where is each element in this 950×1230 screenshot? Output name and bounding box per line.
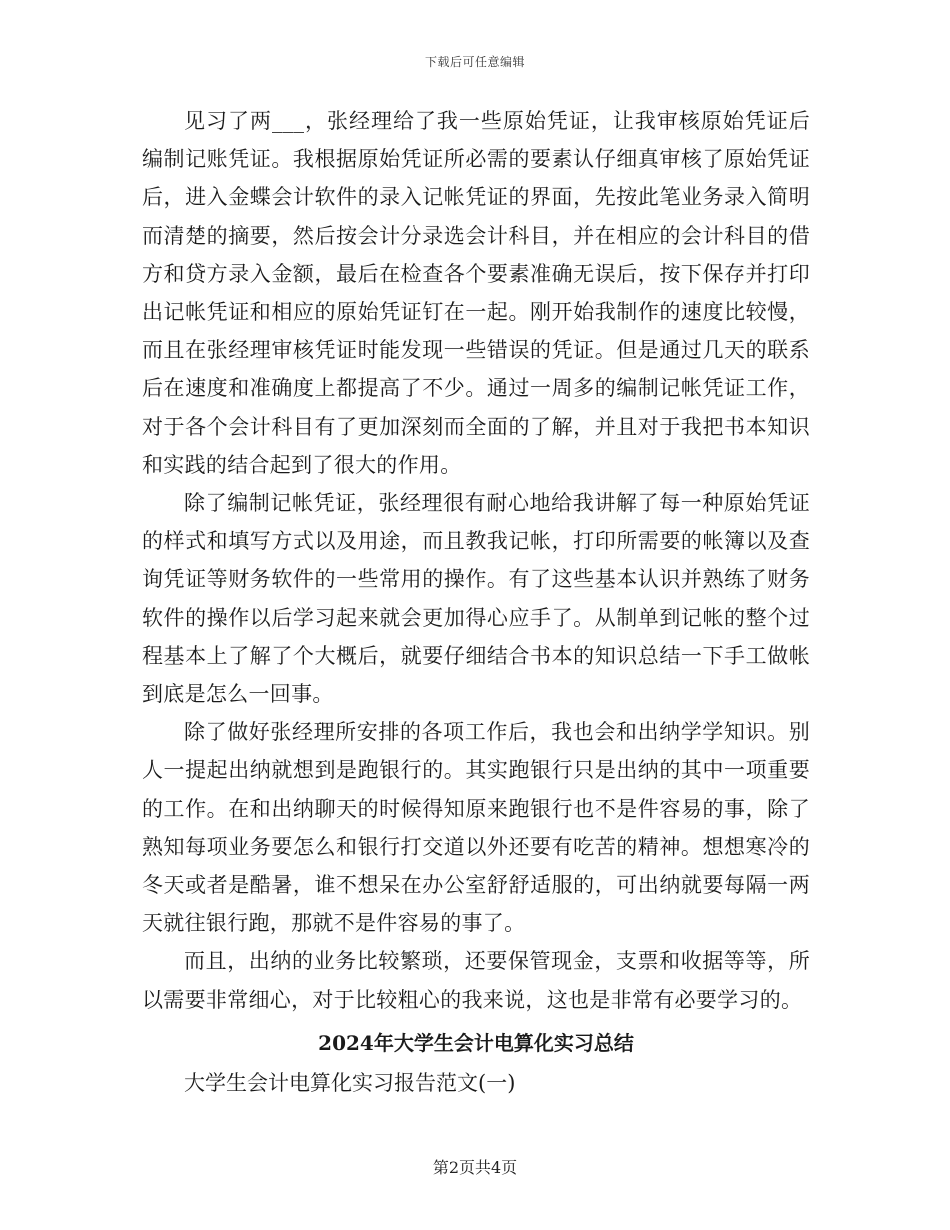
sub-heading: 大学生会计电算化实习报告范文(一) xyxy=(184,1070,516,1095)
document-body xyxy=(142,102,810,1103)
paragraph-3: 除了做好张经理所安排的各项工作后，我也会和出纳学学知识。别人一提起出纳就想到是跑银行的。其实跑银行只是出纳的其中一项重要的工作。在和出纳聊天的时候得知原来跑银行也不是件容易的事，除了熟知每项业务要怎么和银行打交道以外还要有吃苦的精神。想想寒冷的冬天或者是酷暑，谁不想呆在办公室舒舒适服的，可出纳就要每隔一两天就往银行跑，那就不是件容易的事了。 xyxy=(142,720,810,936)
paragraph-4: 而且，出纳的业务比较繁琐，还要保管现金，支票和收据等等，所以需要非常细心，对于比较粗心的我来说，这也是非常有必要学习的。 xyxy=(142,949,810,1012)
paragraph-2: 除了编制记帐凭证，张经理很有耐心地给我讲解了每一种原始凭证的样式和填写方式以及用途，而且教我记帐，打印所需要的帐簿以及查询凭证等财务软件的一些常用的操作。有了这些基本认识并熟练了财务软件的操作以后学习起来就会更加得心应手了。从制单到记帐的整个过程基本上了解了个大概后，就要仔细结合书本的知识总结一下手工做帐到底是怎么一回事。 xyxy=(142,491,810,707)
header-note: 下载后可任意编辑 xyxy=(424,55,525,69)
page-number: 第2页共4页 xyxy=(432,1158,518,1177)
section-title: 2024年大学生会计电算化实习总结 xyxy=(318,1030,634,1055)
paragraph-1: 见习了两___，张经理给了我一些原始凭证，让我审核原始凭证后编制记账凭证。我根据原始凭证所必需的要素认仔细真审核了原始凭证后，进入金蝶会计软件的录入记帐凭证的界面，先按此笔业务录入简明而清楚的摘要，然后按会计分录选会计科目，并在相应的会计科目的借方和贷方录入金额，最后在检查各个要素准确无误后，按下保存并打印出记帐凭证和相应的原始凭证钉在一起。刚开始我制作的速度比较慢，而且在张经理审核凭证时能发现一些错误的凭证。但是通过几天的联系后在速度和准确度上都提高了不少。通过一周多的编制记帐凭证工作，对于各个会计科目有了更加深刻而全面的了解，并且对于我把书本知识和实践的结合起到了很大的作用。 xyxy=(142,109,810,477)
